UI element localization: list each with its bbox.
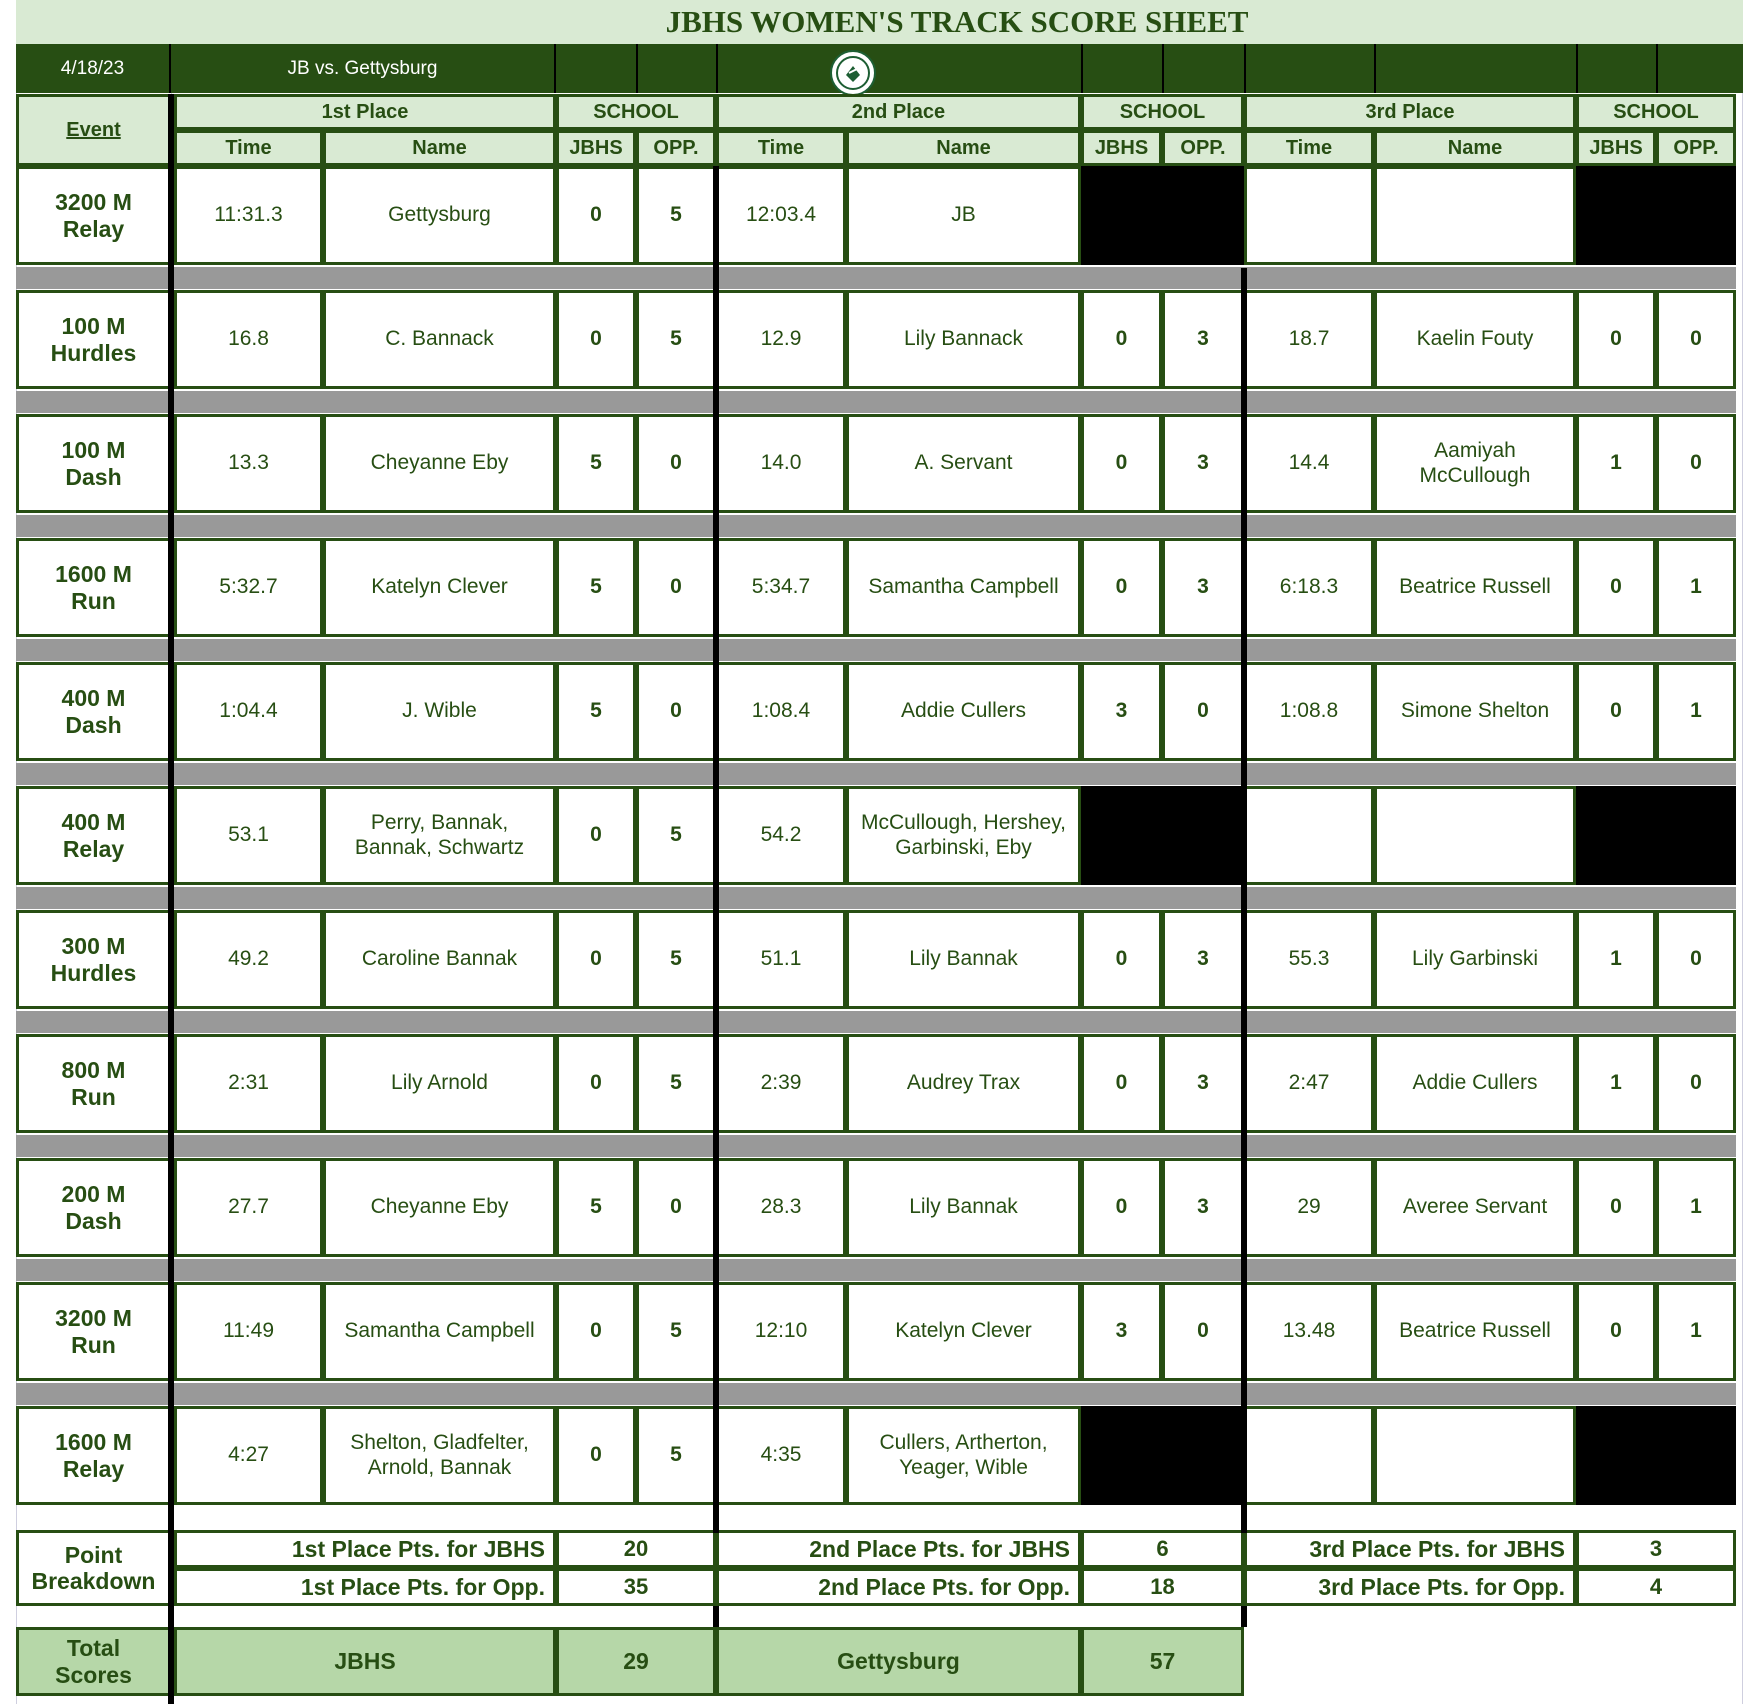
separator-bar	[1241, 268, 1247, 1533]
second-time: 12.9	[716, 290, 846, 389]
divider	[1081, 44, 1083, 93]
second-time: 5:34.7	[716, 538, 846, 637]
blacked-out-cell	[1656, 166, 1736, 265]
separator-bar	[713, 166, 719, 1533]
third-name: Beatrice Russell	[1374, 538, 1576, 637]
third-name	[1374, 166, 1576, 265]
second-name: Lily Bannak	[846, 910, 1081, 1009]
third-jbhs-pts: 0	[1576, 1282, 1656, 1381]
first-time: 16.8	[174, 290, 323, 389]
breakdown-second-opp-value: 18	[1081, 1568, 1244, 1606]
third-name: Beatrice Russell	[1374, 1282, 1576, 1381]
header-school-2: SCHOOL	[1081, 94, 1244, 130]
row-separator	[16, 1135, 1736, 1157]
divider	[1162, 44, 1164, 93]
separator-bar	[713, 1606, 719, 1627]
third-opp-pts: 0	[1656, 414, 1736, 513]
header-first-place: 1st Place	[174, 94, 556, 130]
row-separator	[16, 763, 1736, 785]
meet-date: 4/18/23	[16, 44, 171, 93]
third-jbhs-pts: 0	[1576, 662, 1656, 761]
header-name-2: Name	[846, 130, 1081, 166]
second-opp-pts: 3	[1162, 1034, 1244, 1133]
second-name: McCullough, Hershey, Garbinski, Eby	[846, 786, 1081, 885]
breakdown-third-opp-label: 3rd Place Pts. for Opp.	[1244, 1568, 1576, 1606]
breakdown-third-jbhs-label: 3rd Place Pts. for JBHS	[1244, 1530, 1576, 1568]
second-opp-pts: 3	[1162, 910, 1244, 1009]
info-bar	[556, 44, 1743, 93]
third-time	[1244, 786, 1374, 885]
header-event: Event	[16, 94, 171, 166]
third-name: Averee Servant	[1374, 1158, 1576, 1257]
first-jbhs-pts: 0	[556, 910, 636, 1009]
second-name: Audrey Trax	[846, 1034, 1081, 1133]
first-name: C. Bannack	[323, 290, 556, 389]
third-name: Aamiyah McCullough	[1374, 414, 1576, 513]
first-time: 49.2	[174, 910, 323, 1009]
meet-matchup: JB vs. Gettysburg	[171, 44, 556, 93]
first-opp-pts: 5	[636, 290, 716, 389]
second-opp-pts: 3	[1162, 538, 1244, 637]
third-jbhs-pts: 1	[1576, 910, 1656, 1009]
second-time: 1:08.4	[716, 662, 846, 761]
header-name-1: Name	[323, 130, 556, 166]
second-time: 2:39	[716, 1034, 846, 1133]
second-time: 4:35	[716, 1406, 846, 1505]
third-time: 6:18.3	[1244, 538, 1374, 637]
first-jbhs-pts: 5	[556, 662, 636, 761]
event-name: 200 M Dash	[16, 1158, 171, 1257]
third-opp-pts: 1	[1656, 662, 1736, 761]
second-jbhs-pts: 0	[1081, 538, 1162, 637]
totals-label: Total Scores	[16, 1627, 171, 1696]
first-jbhs-pts: 5	[556, 1158, 636, 1257]
header-opp-3: OPP.	[1656, 130, 1736, 166]
third-time: 2:47	[1244, 1034, 1374, 1133]
third-jbhs-pts: 0	[1576, 290, 1656, 389]
third-time: 29	[1244, 1158, 1374, 1257]
second-jbhs-pts: 3	[1081, 1282, 1162, 1381]
third-opp-pts: 0	[1656, 1034, 1736, 1133]
third-time: 1:08.8	[1244, 662, 1374, 761]
third-time: 14.4	[1244, 414, 1374, 513]
second-jbhs-pts: 0	[1081, 1158, 1162, 1257]
first-name: Gettysburg	[323, 166, 556, 265]
first-opp-pts: 0	[636, 538, 716, 637]
second-time: 51.1	[716, 910, 846, 1009]
header-school-1: SCHOOL	[556, 94, 716, 130]
third-name: Addie Cullers	[1374, 1034, 1576, 1133]
row-separator	[16, 639, 1736, 661]
first-name: Lily Arnold	[323, 1034, 556, 1133]
first-jbhs-pts: 5	[556, 414, 636, 513]
second-jbhs-pts: 0	[1081, 910, 1162, 1009]
row-separator	[16, 887, 1736, 909]
second-jbhs-pts: 0	[1081, 414, 1162, 513]
first-time: 53.1	[174, 786, 323, 885]
event-name: 300 M Hurdles	[16, 910, 171, 1009]
sheet-title: JBHS WOMEN'S TRACK SCORE SHEET	[171, 0, 1743, 44]
third-time: 13.48	[1244, 1282, 1374, 1381]
divider	[1244, 44, 1246, 93]
third-jbhs-pts: 1	[1576, 1034, 1656, 1133]
blacked-out-cell	[1081, 1406, 1162, 1505]
row-separator	[16, 1259, 1736, 1281]
first-jbhs-pts: 5	[556, 538, 636, 637]
third-name: Lily Garbinski	[1374, 910, 1576, 1009]
second-opp-pts: 0	[1162, 1282, 1244, 1381]
first-time: 2:31	[174, 1034, 323, 1133]
event-name: 400 M Relay	[16, 786, 171, 885]
header-time-2: Time	[716, 130, 846, 166]
blacked-out-cell	[1162, 1406, 1244, 1505]
first-opp-pts: 5	[636, 1034, 716, 1133]
first-opp-pts: 5	[636, 1406, 716, 1505]
third-opp-pts: 0	[1656, 910, 1736, 1009]
row-separator	[16, 267, 1736, 289]
first-time: 11:49	[174, 1282, 323, 1381]
totals-team2-score: 57	[1081, 1627, 1244, 1696]
divider	[636, 44, 638, 93]
divider	[1374, 44, 1376, 93]
second-jbhs-pts: 3	[1081, 662, 1162, 761]
first-opp-pts: 0	[636, 414, 716, 513]
header-time-3: Time	[1244, 130, 1374, 166]
first-opp-pts: 0	[636, 662, 716, 761]
second-name: Katelyn Clever	[846, 1282, 1081, 1381]
second-name: A. Servant	[846, 414, 1081, 513]
event-name: 100 M Hurdles	[16, 290, 171, 389]
header-jbhs-1: JBHS	[556, 130, 636, 166]
third-jbhs-pts: 0	[1576, 538, 1656, 637]
breakdown-third-jbhs-value: 3	[1576, 1530, 1736, 1568]
first-name: Cheyanne Eby	[323, 1158, 556, 1257]
header-third-place: 3rd Place	[1244, 94, 1576, 130]
separator-bar	[168, 94, 174, 1704]
first-time: 27.7	[174, 1158, 323, 1257]
second-name: Cullers, Artherton, Yeager, Wible	[846, 1406, 1081, 1505]
third-opp-pts: 1	[1656, 1282, 1736, 1381]
divider	[1656, 44, 1658, 93]
separator-bar	[1241, 1606, 1247, 1627]
first-name: Cheyanne Eby	[323, 414, 556, 513]
third-jbhs-pts: 1	[1576, 414, 1656, 513]
event-name: 400 M Dash	[16, 662, 171, 761]
second-name: Addie Cullers	[846, 662, 1081, 761]
breakdown-second-opp-label: 2nd Place Pts. for Opp.	[716, 1568, 1081, 1606]
first-opp-pts: 5	[636, 910, 716, 1009]
third-name	[1374, 1406, 1576, 1505]
first-jbhs-pts: 0	[556, 1282, 636, 1381]
header-second-place: 2nd Place	[716, 94, 1081, 130]
school-logo-icon	[830, 50, 876, 96]
third-name: Kaelin Fouty	[1374, 290, 1576, 389]
breakdown-second-jbhs-label: 2nd Place Pts. for JBHS	[716, 1530, 1081, 1568]
row-separator	[16, 515, 1736, 537]
second-opp-pts: 0	[1162, 662, 1244, 761]
totals-team1-score: 29	[556, 1627, 716, 1696]
third-opp-pts: 1	[1656, 1158, 1736, 1257]
second-time: 28.3	[716, 1158, 846, 1257]
first-time: 4:27	[174, 1406, 323, 1505]
second-time: 54.2	[716, 786, 846, 885]
second-time: 12:10	[716, 1282, 846, 1381]
first-opp-pts: 5	[636, 1282, 716, 1381]
blacked-out-cell	[1576, 786, 1656, 885]
event-name: 3200 M Run	[16, 1282, 171, 1381]
second-opp-pts: 3	[1162, 290, 1244, 389]
header-school-3: SCHOOL	[1576, 94, 1736, 130]
third-time	[1244, 1406, 1374, 1505]
first-name: Samantha Campbell	[323, 1282, 556, 1381]
second-opp-pts: 3	[1162, 414, 1244, 513]
divider	[716, 44, 718, 93]
third-opp-pts: 1	[1656, 538, 1736, 637]
event-name: 800 M Run	[16, 1034, 171, 1133]
second-name: Lily Bannak	[846, 1158, 1081, 1257]
row-separator	[16, 391, 1736, 413]
breakdown-label: Point Breakdown	[16, 1530, 171, 1606]
first-jbhs-pts: 0	[556, 1034, 636, 1133]
header-name-3: Name	[1374, 130, 1576, 166]
blacked-out-cell	[1656, 786, 1736, 885]
third-name	[1374, 786, 1576, 885]
first-name: Perry, Bannak, Bannak, Schwartz	[323, 786, 556, 885]
totals-team1-name: JBHS	[174, 1627, 556, 1696]
school-logo-icon-svg	[835, 55, 871, 91]
blacked-out-cell	[1162, 166, 1244, 265]
second-name: Lily Bannack	[846, 290, 1081, 389]
first-jbhs-pts: 0	[556, 166, 636, 265]
third-jbhs-pts: 0	[1576, 1158, 1656, 1257]
divider	[1576, 44, 1578, 93]
first-time: 13.3	[174, 414, 323, 513]
row-separator	[16, 1011, 1736, 1033]
third-name: Simone Shelton	[1374, 662, 1576, 761]
blacked-out-cell	[1081, 786, 1162, 885]
first-name: Shelton, Gladfelter, Arnold, Bannak	[323, 1406, 556, 1505]
blacked-out-cell	[1656, 1406, 1736, 1505]
first-jbhs-pts: 0	[556, 786, 636, 885]
row-separator	[16, 1383, 1736, 1405]
second-jbhs-pts: 0	[1081, 1034, 1162, 1133]
first-time: 11:31.3	[174, 166, 323, 265]
header-time-1: Time	[174, 130, 323, 166]
second-name: Samantha Campbell	[846, 538, 1081, 637]
first-time: 1:04.4	[174, 662, 323, 761]
third-opp-pts: 0	[1656, 290, 1736, 389]
event-name: 1600 M Run	[16, 538, 171, 637]
breakdown-first-opp-label: 1st Place Pts. for Opp.	[174, 1568, 556, 1606]
event-name: 100 M Dash	[16, 414, 171, 513]
first-name: Caroline Bannak	[323, 910, 556, 1009]
first-name: Katelyn Clever	[323, 538, 556, 637]
third-time	[1244, 166, 1374, 265]
blacked-out-cell	[1576, 1406, 1656, 1505]
breakdown-first-jbhs-label: 1st Place Pts. for JBHS	[174, 1530, 556, 1568]
totals-team2-name: Gettysburg	[716, 1627, 1081, 1696]
breakdown-first-jbhs-value: 20	[556, 1530, 716, 1568]
first-time: 5:32.7	[174, 538, 323, 637]
second-name: JB	[846, 166, 1081, 265]
first-jbhs-pts: 0	[556, 1406, 636, 1505]
breakdown-second-jbhs-value: 6	[1081, 1530, 1244, 1568]
first-opp-pts: 5	[636, 786, 716, 885]
first-opp-pts: 5	[636, 166, 716, 265]
blacked-out-cell	[1162, 786, 1244, 885]
blacked-out-cell	[1081, 166, 1162, 265]
event-name: 3200 M Relay	[16, 166, 171, 265]
second-time: 12:03.4	[716, 166, 846, 265]
header-opp-2: OPP.	[1162, 130, 1244, 166]
title-corner	[16, 0, 171, 44]
header-jbhs-3: JBHS	[1576, 130, 1656, 166]
header-opp-1: OPP.	[636, 130, 716, 166]
second-opp-pts: 3	[1162, 1158, 1244, 1257]
second-jbhs-pts: 0	[1081, 290, 1162, 389]
first-opp-pts: 0	[636, 1158, 716, 1257]
third-time: 55.3	[1244, 910, 1374, 1009]
header-jbhs-2: JBHS	[1081, 130, 1162, 166]
breakdown-first-opp-value: 35	[556, 1568, 716, 1606]
first-name: J. Wible	[323, 662, 556, 761]
first-jbhs-pts: 0	[556, 290, 636, 389]
third-time: 18.7	[1244, 290, 1374, 389]
event-name: 1600 M Relay	[16, 1406, 171, 1505]
blacked-out-cell	[1576, 166, 1656, 265]
second-time: 14.0	[716, 414, 846, 513]
breakdown-third-opp-value: 4	[1576, 1568, 1736, 1606]
